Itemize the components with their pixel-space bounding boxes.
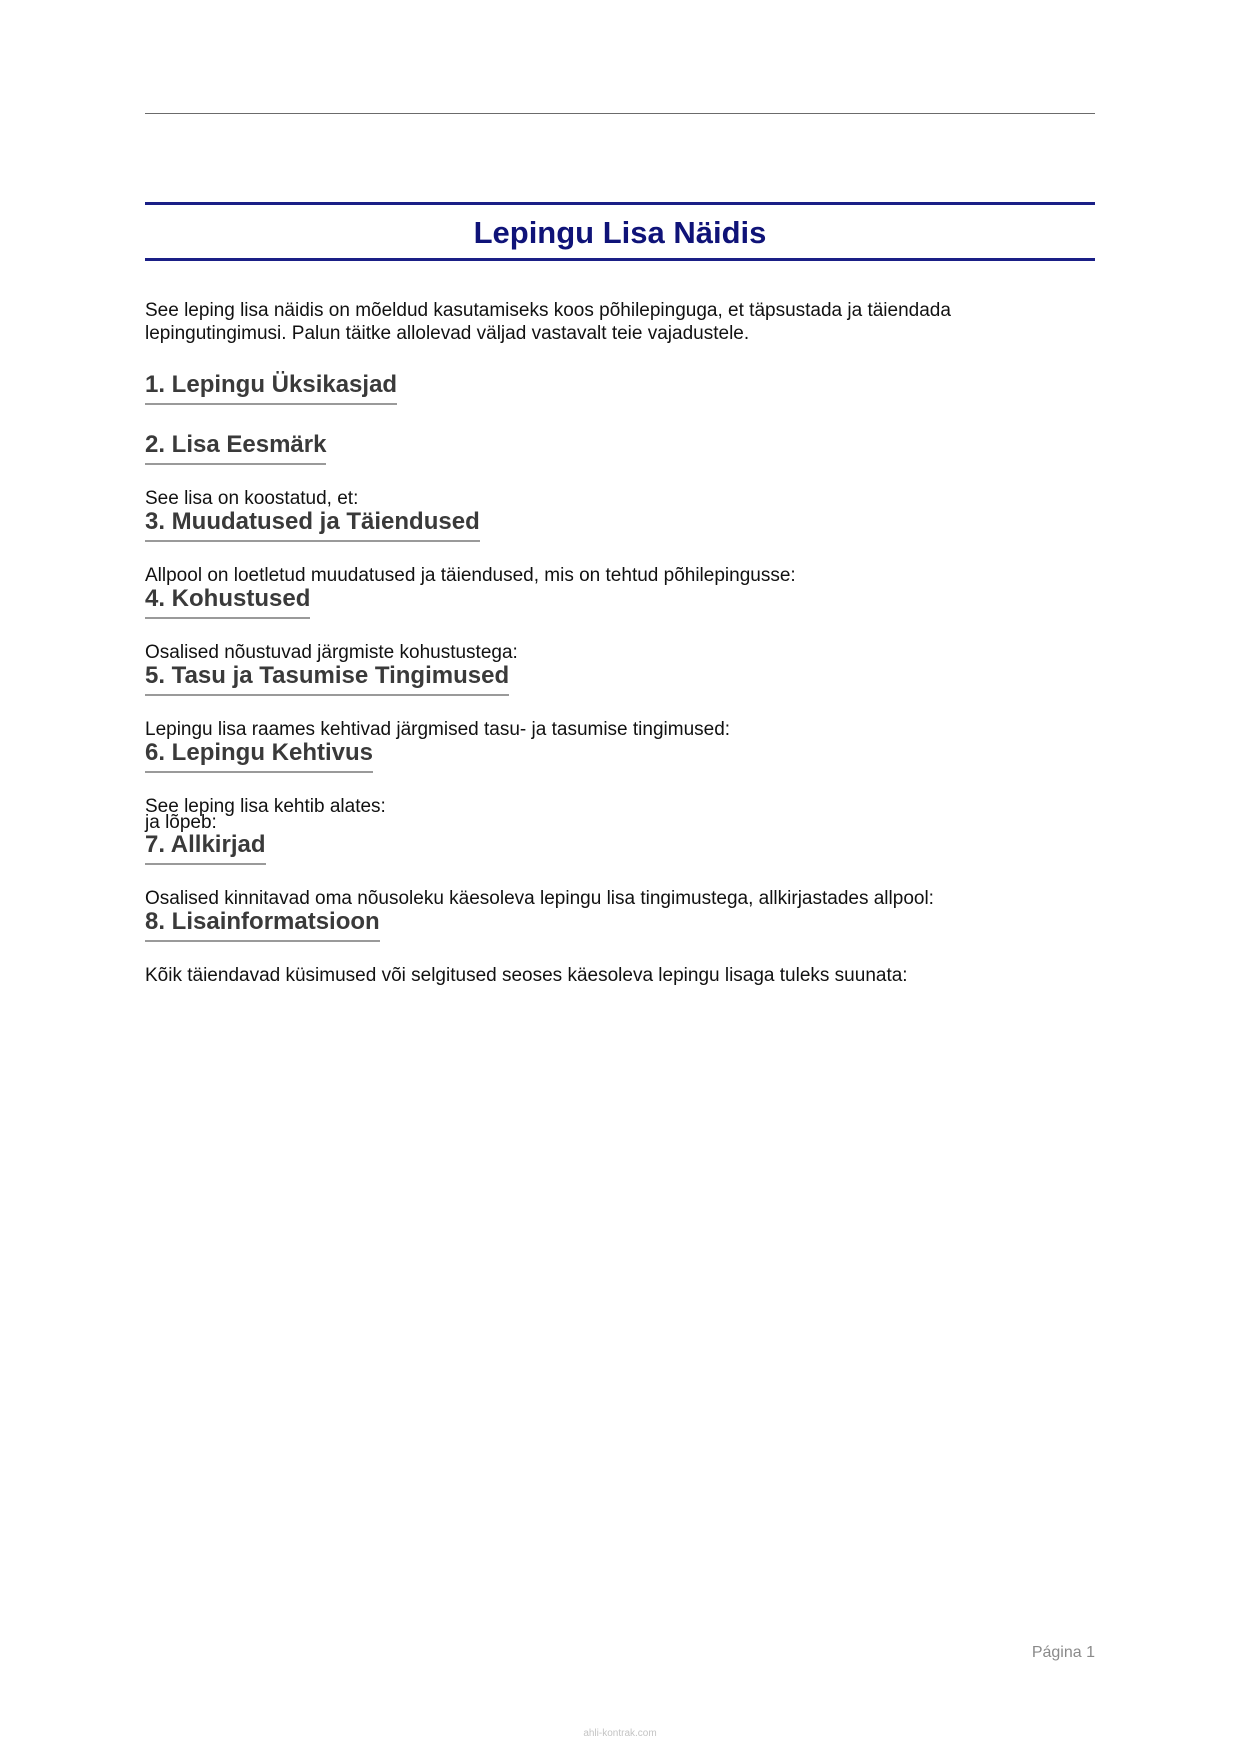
watermark-text: ahli-kontrak.com [583,1728,657,1739]
section-7-text: Osalised kinnitavad oma nõusoleku käesoleva lepingu lisa tingimustega, allkirjastades allpool: [145,888,934,909]
section-heading-lisainformatsioon: 8. Lisainformatsioon [145,908,380,942]
section-2 [145,431,326,465]
intro-line-2: lepingutingimusi. Palun täitke allolevad väljad vastavalt teie vajadustele. [145,323,750,344]
page-number: Página 1 [1031,1644,1095,1661]
section-7 [145,831,266,865]
section-6 [145,739,373,773]
title-banner [145,202,1095,261]
header-divider [145,113,1095,114]
section-4 [145,585,310,619]
section-1 [145,371,397,405]
section-2-text: See lisa on koostatud, et: [145,488,359,509]
section-heading-lisa-eesmark: 2. Lisa Eesmärk [145,431,326,465]
section-heading-kehtivus: 6. Lepingu Kehtivus [145,739,373,773]
section-6-text-end: ja lõpeb: [145,812,217,833]
section-5 [145,662,509,696]
section-6-text-start: See leping lisa kehtib alates: [145,796,386,817]
section-3-text: Allpool on loetletud muudatused ja täiendused, mis on tehtud põhilepingusse: [145,565,796,586]
section-heading-muudatused: 3. Muudatused ja Täiendused [145,508,480,542]
section-8-text: Kõik täiendavad küsimused või selgitused seoses käesoleva lepingu lisaga tuleks suunata: [145,965,908,986]
section-heading-allkirjad: 7. Allkirjad [145,831,266,865]
section-3 [145,508,480,542]
section-4-text: Osalised nõustuvad järgmiste kohustustega: [145,642,518,663]
section-5-text: Lepingu lisa raames kehtivad järgmised tasu- ja tasumise tingimused: [145,719,731,740]
intro-paragraph [145,299,1045,345]
document-title: Lepingu Lisa Näidis [473,215,767,250]
section-8 [145,908,380,942]
intro-line-1: See leping lisa näidis on mõeldud kasutamiseks koos põhilepinguga, et täpsustada ja täiendada [145,300,951,321]
section-heading-lepingu-uksikasjad: 1. Lepingu Üksikasjad [145,371,397,405]
section-heading-kohustused: 4. Kohustused [145,585,310,619]
section-heading-tasu: 5. Tasu ja Tasumise Tingimused [145,662,509,696]
